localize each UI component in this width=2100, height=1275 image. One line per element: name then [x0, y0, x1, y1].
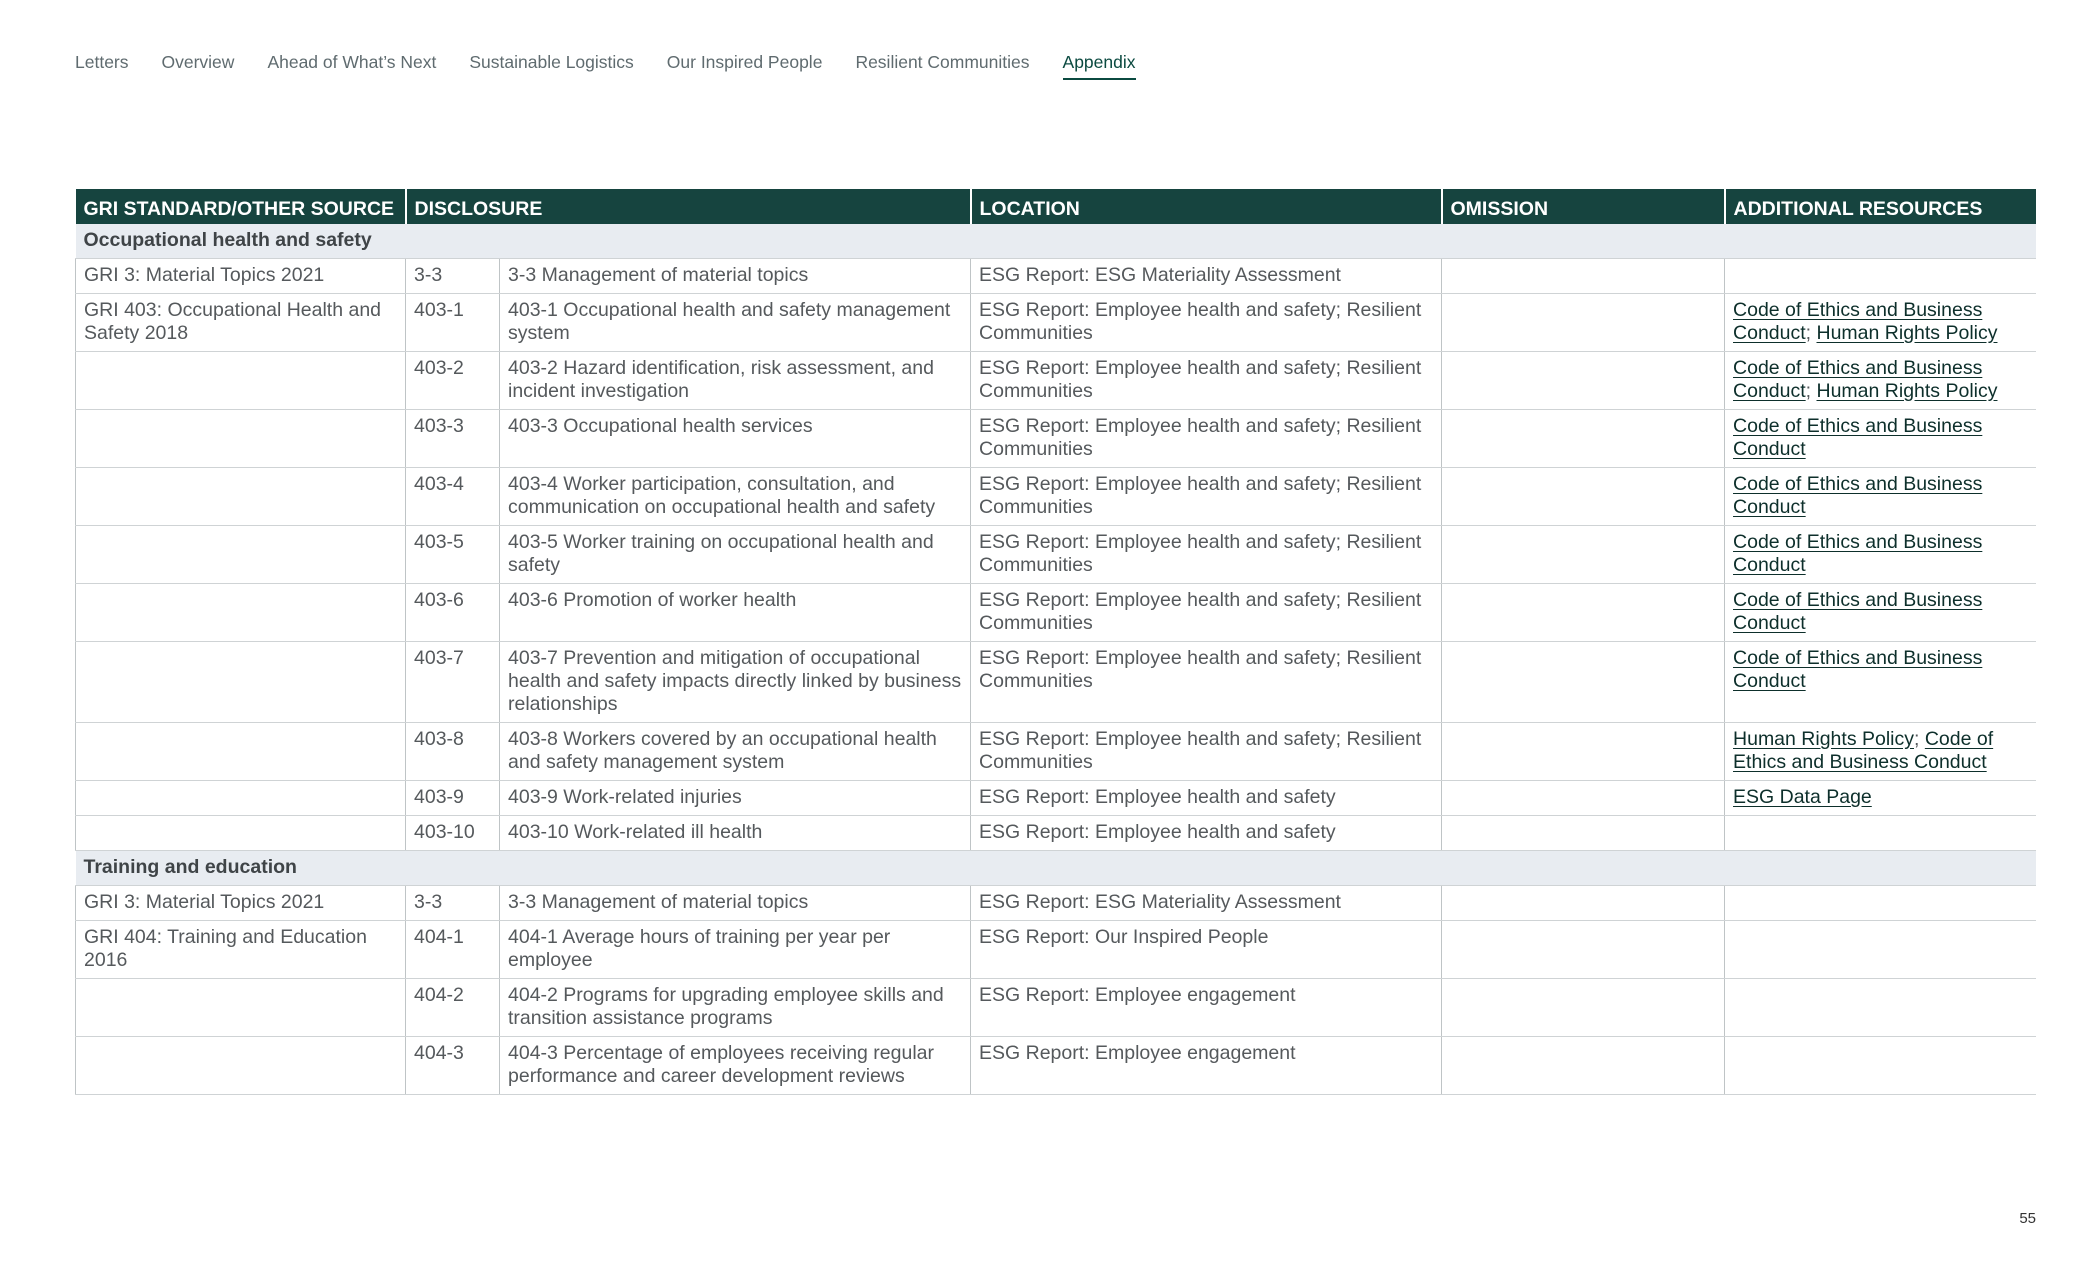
human-rights-policy-link[interactable]: Human Rights Policy	[1816, 322, 1998, 344]
disclosure-cell: 403-5 Worker training on occupational health and safety	[500, 526, 971, 584]
table-row	[76, 410, 2036, 468]
nav-tab-letters[interactable]: Letters	[75, 52, 129, 72]
table-row	[76, 352, 2036, 410]
table-row	[76, 584, 2036, 642]
table-row	[76, 468, 2036, 526]
code-cell: 403-9	[406, 781, 500, 816]
code-cell: 403-2	[406, 352, 500, 410]
location-cell: ESG Report: Employee engagement	[971, 1037, 1442, 1095]
standard-cell	[76, 816, 406, 851]
header-location: LOCATION	[971, 189, 1442, 224]
location-cell: ESG Report: ESG Materiality Assessment	[971, 886, 1442, 921]
location-cell: ESG Report: Employee health and safety	[971, 781, 1442, 816]
code-of-ethics-link[interactable]: Code of Ethics and Business Conduct	[1733, 473, 1983, 518]
disclosure-cell: 403-3 Occupational health services	[500, 410, 971, 468]
esg-data-page-link[interactable]: ESG Data Page	[1733, 786, 1872, 808]
omission-cell	[1442, 468, 1725, 526]
disclosure-cell: 403-9 Work-related injuries	[500, 781, 971, 816]
table-row	[76, 781, 2036, 816]
nav-tab-appendix[interactable]: Appendix	[1063, 52, 1136, 80]
nav-tab-sustainable-logistics[interactable]: Sustainable Logistics	[469, 52, 634, 72]
location-cell: ESG Report: Employee health and safety; Resilient Communities	[971, 642, 1442, 723]
resources-cell	[1725, 723, 2036, 781]
page-number: 55	[2019, 1210, 2036, 1227]
location-cell: ESG Report: Employee health and safety; Resilient Communities	[971, 584, 1442, 642]
disclosure-cell: 403-6 Promotion of worker health	[500, 584, 971, 642]
location-cell: ESG Report: Employee health and safety; Resilient Communities	[971, 294, 1442, 352]
resources-cell	[1725, 642, 2036, 723]
resources-cell	[1725, 584, 2036, 642]
code-cell: 403-3	[406, 410, 500, 468]
omission-cell	[1442, 642, 1725, 723]
section-title: Training and education	[76, 851, 2036, 886]
table-row	[76, 979, 2036, 1037]
table-row	[76, 642, 2036, 723]
location-cell: ESG Report: Employee health and safety	[971, 816, 1442, 851]
resources-cell	[1725, 294, 2036, 352]
omission-cell	[1442, 816, 1725, 851]
code-cell: 3-3	[406, 259, 500, 294]
standard-cell	[76, 781, 406, 816]
code-of-ethics-link[interactable]: Code of Ethics and Business Conduct	[1733, 647, 1983, 692]
omission-cell	[1442, 781, 1725, 816]
resources-cell	[1725, 410, 2036, 468]
nav-tab-overview[interactable]: Overview	[161, 52, 235, 72]
resources-cell	[1725, 921, 2036, 979]
resources-cell	[1725, 979, 2036, 1037]
standard-cell	[76, 723, 406, 781]
code-of-ethics-link[interactable]: Code of Ethics and Business Conduct	[1733, 589, 1983, 634]
standard-cell	[76, 410, 406, 468]
code-of-ethics-link[interactable]: Code of Ethics and Business Conduct	[1733, 531, 1983, 576]
disclosure-cell: 3-3 Management of material topics	[500, 886, 971, 921]
standard-cell	[76, 1037, 406, 1095]
table-row	[76, 259, 2036, 294]
nav-tab-resilient-communities[interactable]: Resilient Communities	[855, 52, 1030, 72]
section-row-occupational-health	[76, 224, 2036, 259]
omission-cell	[1442, 886, 1725, 921]
standard-cell	[76, 352, 406, 410]
section-title: Occupational health and safety	[76, 224, 2036, 259]
disclosure-cell: 404-2 Programs for upgrading employee skills and transition assistance programs	[500, 979, 971, 1037]
disclosure-cell: 404-1 Average hours of training per year per employee	[500, 921, 971, 979]
disclosure-cell: 403-1 Occupational health and safety management system	[500, 294, 971, 352]
code-cell: 404-3	[406, 1037, 500, 1095]
standard-cell	[76, 468, 406, 526]
standard-cell: GRI 3: Material Topics 2021	[76, 886, 406, 921]
code-of-ethics-link[interactable]: Code of Ethics and Business Conduct	[1733, 299, 1983, 344]
header-gri-standard: GRI STANDARD/OTHER SOURCE	[76, 189, 406, 224]
code-cell: 3-3	[406, 886, 500, 921]
standard-cell	[76, 584, 406, 642]
table-header-row	[76, 189, 2036, 224]
code-cell: 403-6	[406, 584, 500, 642]
omission-cell	[1442, 1037, 1725, 1095]
header-omission: OMISSION	[1442, 189, 1725, 224]
gri-index-table	[75, 189, 2036, 1095]
code-cell: 404-1	[406, 921, 500, 979]
table-row	[76, 816, 2036, 851]
disclosure-cell: 403-4 Worker participation, consultation, and communication on occupational health and safety	[500, 468, 971, 526]
code-cell: 404-2	[406, 979, 500, 1037]
omission-cell	[1442, 921, 1725, 979]
omission-cell	[1442, 584, 1725, 642]
table-row	[76, 1037, 2036, 1095]
location-cell: ESG Report: Employee health and safety; Resilient Communities	[971, 723, 1442, 781]
disclosure-cell: 403-10 Work-related ill health	[500, 816, 971, 851]
table-row	[76, 294, 2036, 352]
code-of-ethics-link[interactable]: Code of Ethics and Business Conduct	[1733, 728, 1994, 773]
human-rights-policy-link[interactable]: Human Rights Policy	[1733, 728, 1914, 750]
standard-cell	[76, 642, 406, 723]
section-row-training-education	[76, 851, 2036, 886]
disclosure-cell: 403-8 Workers covered by an occupational health and safety management system	[500, 723, 971, 781]
code-cell: 403-8	[406, 723, 500, 781]
standard-cell: GRI 3: Material Topics 2021	[76, 259, 406, 294]
location-cell: ESG Report: Employee health and safety; Resilient Communities	[971, 468, 1442, 526]
resources-cell	[1725, 526, 2036, 584]
resources-cell	[1725, 259, 2036, 294]
link-separator: ;	[1914, 728, 1925, 750]
resources-cell	[1725, 886, 2036, 921]
link-separator: ;	[1805, 380, 1817, 402]
standard-cell	[76, 979, 406, 1037]
table-row	[76, 723, 2036, 781]
location-cell: ESG Report: Employee health and safety; Resilient Communities	[971, 352, 1442, 410]
disclosure-cell: 3-3 Management of material topics	[500, 259, 971, 294]
nav-tab-our-inspired-people[interactable]: Our Inspired People	[666, 52, 823, 72]
location-cell: ESG Report: Employee health and safety; Resilient Communities	[971, 410, 1442, 468]
disclosure-cell: 403-7 Prevention and mitigation of occupational health and safety impacts directly linked by business relationships	[500, 642, 971, 723]
standard-cell: GRI 404: Training and Education 2016	[76, 921, 406, 979]
nav-tab-ahead-of-whats-next[interactable]: Ahead of What’s Next	[267, 52, 437, 72]
header-disclosure: DISCLOSURE	[406, 189, 971, 224]
resources-cell	[1725, 816, 2036, 851]
omission-cell	[1442, 352, 1725, 410]
omission-cell	[1442, 526, 1725, 584]
code-cell: 403-5	[406, 526, 500, 584]
link-separator: ;	[1805, 322, 1817, 344]
location-cell: ESG Report: Our Inspired People	[971, 921, 1442, 979]
table-row	[76, 921, 2036, 979]
code-cell: 403-10	[406, 816, 500, 851]
table-row	[76, 526, 2036, 584]
code-cell: 403-4	[406, 468, 500, 526]
location-cell: ESG Report: Employee health and safety; Resilient Communities	[971, 526, 1442, 584]
omission-cell	[1442, 723, 1725, 781]
omission-cell	[1442, 294, 1725, 352]
human-rights-policy-link[interactable]: Human Rights Policy	[1816, 380, 1998, 402]
disclosure-cell: 404-3 Percentage of employees receiving regular performance and career development reviews	[500, 1037, 971, 1095]
code-cell: 403-7	[406, 642, 500, 723]
table-row	[76, 886, 2036, 921]
resources-cell	[1725, 352, 2036, 410]
omission-cell	[1442, 410, 1725, 468]
code-of-ethics-link[interactable]: Code of Ethics and Business Conduct	[1733, 415, 1983, 460]
resources-cell	[1725, 468, 2036, 526]
location-cell: ESG Report: ESG Materiality Assessment	[971, 259, 1442, 294]
resources-cell	[1725, 781, 2036, 816]
standard-cell: GRI 403: Occupational Health and Safety 2018	[76, 294, 406, 352]
top-navigation	[75, 52, 1136, 80]
location-cell: ESG Report: Employee engagement	[971, 979, 1442, 1037]
code-cell: 403-1	[406, 294, 500, 352]
code-of-ethics-link[interactable]: Code of Ethics and Business Conduct	[1733, 357, 1983, 402]
omission-cell	[1442, 259, 1725, 294]
header-additional-resources: ADDITIONAL RESOURCES	[1725, 189, 2036, 224]
disclosure-cell: 403-2 Hazard identification, risk assessment, and incident investigation	[500, 352, 971, 410]
resources-cell	[1725, 1037, 2036, 1095]
standard-cell	[76, 526, 406, 584]
omission-cell	[1442, 979, 1725, 1037]
